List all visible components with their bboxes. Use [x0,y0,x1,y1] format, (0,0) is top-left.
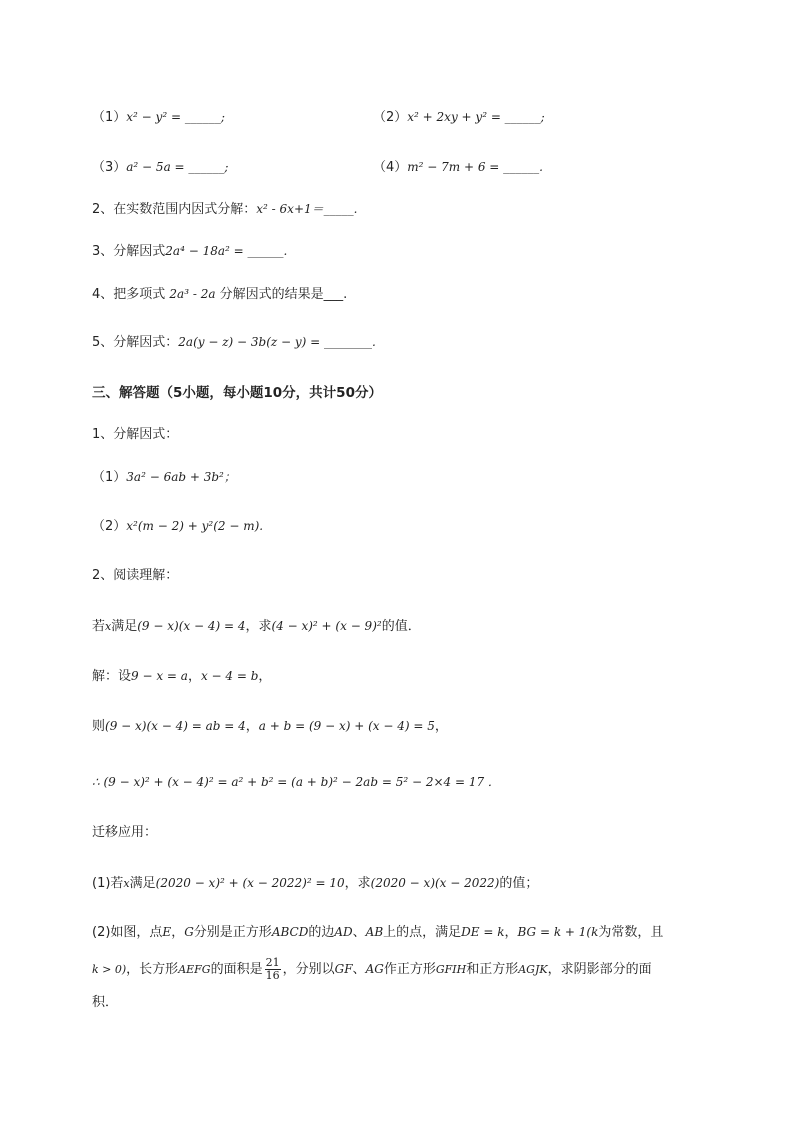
apply-question-1: (1)若x满足(2020 − x)² + (x − 2022)² = 10，求(2020 − x)(x − 2022)的值； [92,876,539,891]
solve-question-2-title: 2、阅读理解： [92,568,179,583]
fill-sub-4 [373,157,543,178]
sub-number: （2） [373,110,408,125]
fill-sub-3 [92,157,228,178]
solve-question-1-title: 1、分解因式： [92,427,179,442]
fraction: $\frac{21}{16}$ [265,956,280,982]
sub-number: （3） [92,160,127,175]
reading-line-1: 若x满足(9 − x)(x − 4) = 4，求(4 − x)² + (x − 9)²的值． [92,619,421,634]
sub-number: （4） [373,160,408,175]
sub-expression: a² − 5a = ______; [126,160,229,174]
reading-line-2: 解：设9 − x = a，x − 4 = b， [92,669,272,684]
section-heading: 三、解答题（5小题，每小题10分，共计50分） [92,385,382,401]
fill-sub-1 [92,107,225,128]
fill-sub-2 [373,107,545,128]
sub-expression: x² + 2xy + y² = ______; [407,110,545,124]
solve-question-1-part-2: （2）x²(m − 2) + y²(2 − m). [92,519,264,534]
reading-line-4: ∴ (9 − x)² + (x − 4)² = a² + b² = (a + b)² − 2ab = 5² − 2×4 = 17 ． [92,775,500,789]
sub-number: （1） [92,110,127,125]
reading-line-3: 则(9 − x)(x − 4) = ab = 4，a + b = (9 − x) + (x − 4) = 5， [92,719,448,734]
apply-question-2-line-3: 积． [92,995,119,1010]
apply-question-2-line-2: k > 0)，长方形AEFG的面积是 $\frac{21}{16}$ ，分别以GF、AG作正方形GFIH和正方形AGJK，求阴影部分的面 [92,956,652,982]
sub-expression: m² − 7m + 6 = ______. [407,160,543,174]
fill-question-5: 5、分解因式：2a(y − z) − 3b(z − y) = ________. [92,335,376,350]
apply-question-2-line-1: (2)如图，点E，G分别是正方形ABCD的边AD、AB上的点，满足DE = k，BG = k + 1(k为常数，且 [92,925,664,940]
fill-question-2: 2、在实数范围内因式分解：x² - 6x+1＝_____. [92,202,358,217]
fill-question-3: 3、分解因式2a⁴ − 18a² = ______. [92,244,288,259]
fill-question-4: 4、把多项式 2a³ - 2a 分解因式的结果是___. [92,287,348,302]
solve-question-1-part-1: （1）3a² − 6ab + 3b²； [92,470,236,485]
sub-expression: x² − y² = ______; [126,110,225,124]
apply-heading: 迁移应用： [92,825,158,840]
